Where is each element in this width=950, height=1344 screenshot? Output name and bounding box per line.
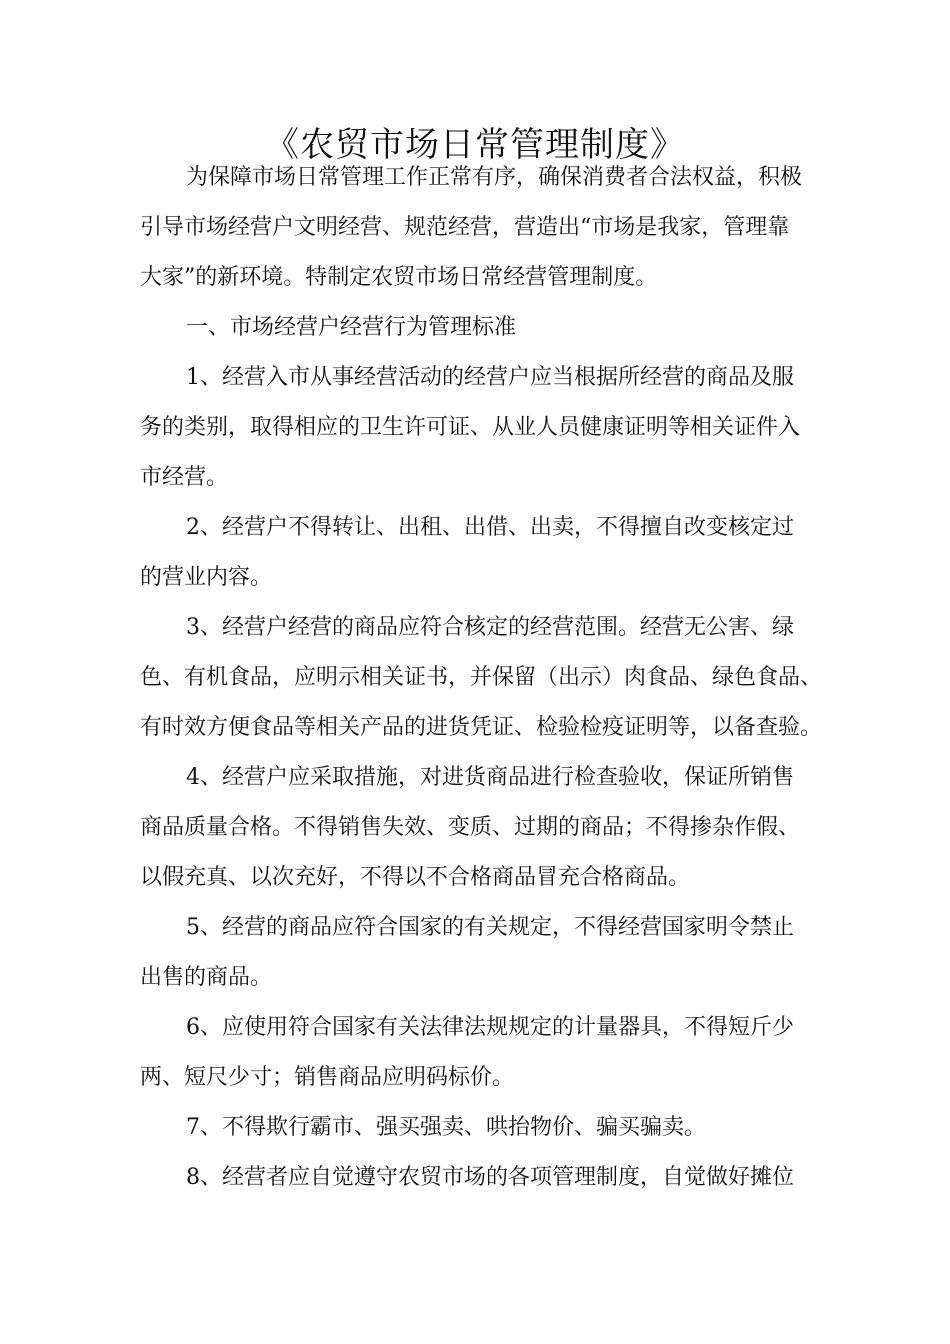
text-line: 大家”的新环境。特制定农贸市场日常经营管理制度。 — [140, 265, 658, 290]
text-line: 1、经营入市从事经营活动的经营户应当根据所经营的商品及服 — [186, 365, 794, 390]
text-line: 以假充真、以次充好，不得以不合格商品冒充合格商品。 — [140, 865, 691, 890]
text-line: 色、有机食品，应明示相关证书，并保留（出示）肉食品、绿色食品、 — [140, 665, 823, 690]
text-line: 有时效方便食品等相关产品的进货凭证、检验检疫证明等，以备查验。 — [140, 715, 823, 740]
text-line: 为保障市场日常管理工作正常有序，确保消费者合法权益，积极 — [186, 165, 803, 190]
section-heading: 一、市场经营户经营行为管理标准 — [186, 315, 517, 340]
text-line: 两、短尺少寸；销售商品应明码标价。 — [140, 1065, 515, 1090]
text-line: 商品质量合格。不得销售失效、变质、过期的商品；不得掺杂作假、 — [140, 815, 801, 840]
document-title: 《农贸市场日常管理制度》 — [265, 124, 685, 165]
text-line: 的营业内容。 — [140, 565, 273, 590]
text-line: 引导市场经营户文明经营、规范经营，营造出“市场是我家，管理靠 — [140, 215, 790, 240]
text-line: 6、应使用符合国家有关法律法规规定的计量器具，不得短斤少 — [186, 1015, 794, 1040]
text-line: 务的类别，取得相应的卫生许可证、从业人员健康证明等相关证件入 — [140, 415, 801, 440]
text-line: 4、经营户应采取措施，对进货商品进行检查验收，保证所销售 — [186, 765, 794, 790]
text-line: 2、经营户不得转让、出租、出借、出卖，不得擅自改变核定过 — [186, 515, 794, 540]
text-line: 7、不得欺行霸市、强买强卖、哄抬物价、骗买骗卖。 — [186, 1115, 706, 1140]
text-line: 5、经营的商品应符合国家的有关规定，不得经营国家明令禁止 — [186, 915, 794, 940]
text-line: 市经营。 — [140, 465, 229, 490]
text-line: 3、经营户经营的商品应符合核定的经营范围。经营无公害、绿 — [186, 615, 794, 640]
text-line: 8、经营者应自觉遵守农贸市场的各项管理制度，自觉做好摊位 — [186, 1165, 794, 1190]
text-line: 出售的商品。 — [140, 965, 273, 990]
